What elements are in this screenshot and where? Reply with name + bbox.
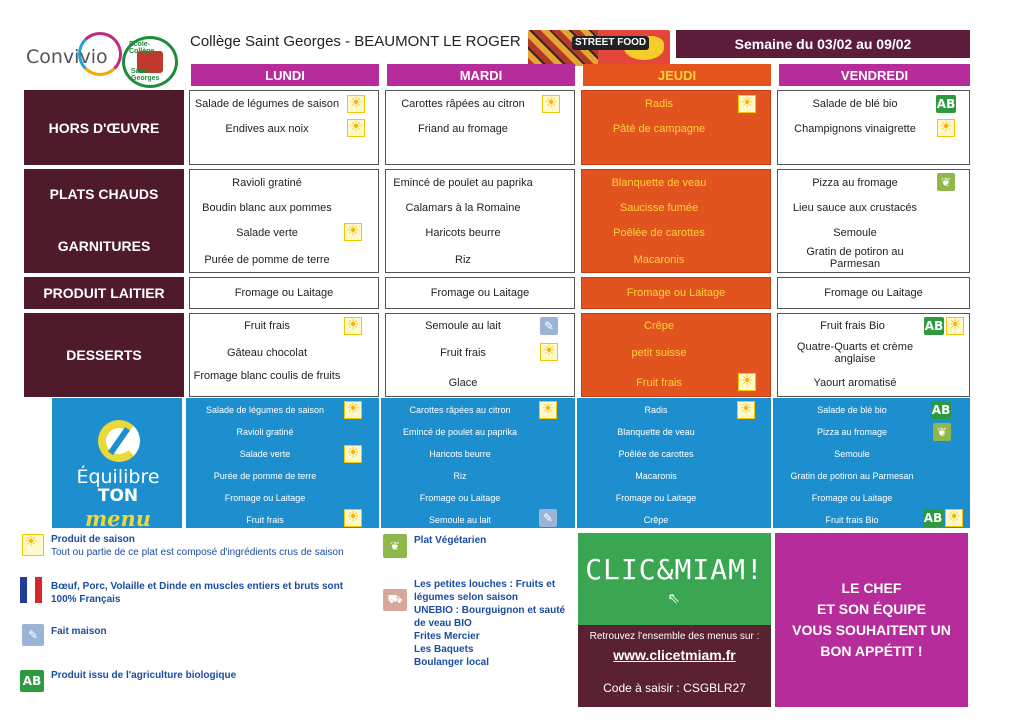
cell-mardi-hors [385,90,575,165]
list-item: Ravioli gratiné [236,427,294,437]
legend-vegetarien: Plat Végétarien [414,535,487,546]
list-item: Saucisse fumée [619,202,699,214]
list-item: Crêpe [643,515,669,525]
legend-saison-text: Tout ou partie de ce plat est composé d'ingrédients crus de saison [51,547,344,558]
sun-icon [738,373,756,391]
cell-vendredi-laitier [777,277,970,309]
clic-url-link[interactable]: www.clicetmiam.fr [613,647,736,663]
day-header-lundi: LUNDI [191,64,379,86]
list-item: Salade de blé bio [812,98,898,110]
clic-code: Code à saisir : CSGBLR27 [603,681,746,695]
whisk-icon: ✎ [540,317,558,335]
list-item: Fromage ou Laitage [626,287,726,299]
french-flag-icon [20,577,42,603]
list-item: Riz [453,471,467,481]
legend-local-line: UNEBIO : Bourguignon et sauté [414,605,566,616]
school-logo [122,36,178,88]
ab-bio-icon: AB [923,511,943,525]
list-item: Fruit frais [244,320,290,332]
list-item: Haricots beurre [425,227,501,239]
convivio-logo [20,36,110,76]
list-item: Gratin de potiron au Parmesan [806,246,904,270]
sun-icon [540,343,558,361]
list-item: Riz [455,254,471,266]
legend-france: Bœuf, Porc, Volaille et Dinde en muscles entiers et bruts sont 100% Français [51,581,344,605]
clic-miam-logo [578,533,771,625]
day-header-mardi: MARDI [387,64,575,86]
list-item: Purée de pomme de terre [213,471,317,481]
chef-line: BON APPÉTIT ! [820,643,923,659]
list-item: Pizza au fromage [816,427,888,437]
legend-local-line: de veau BIO [414,618,472,629]
list-item: Macaronis [633,254,685,266]
list-item: Salade verte [236,227,298,239]
convivio-logo-text: Convivio [26,46,108,68]
list-item: Semoule au lait [425,320,501,332]
legend-local-line: Les petites louches : Fruits et [414,579,556,590]
sun-icon [22,534,44,556]
cell-jeudi-hors [581,90,771,165]
school-title: Collège Saint Georges - BEAUMONT LE ROGER [190,33,521,50]
equilibre-line2 [66,486,170,531]
list-item: Calamars à la Romaine [405,202,521,214]
list-item: Fromage ou Laitage [419,493,501,503]
list-item: Fruit frais [440,347,486,359]
list-item: Emincé de poulet au paprika [402,427,518,437]
legend-local-line: Les Baquets [414,644,474,655]
cell-vendredi-desserts [777,313,970,397]
list-item: Glace [448,377,478,389]
sun-icon [945,509,963,527]
sun-icon [737,401,755,419]
cell-lundi-laitier [189,277,379,309]
list-item: Champignons vinaigrette [794,123,916,135]
day-header-vendredi: VENDREDI [779,64,970,86]
list-item: Salade verte [239,449,291,459]
clic-miam-logo-text: CLIC&MIAM! [585,552,764,586]
category-desserts: DESSERTS [24,313,184,397]
clic-retrouvez: Retrouvez l'ensemble des menus sur : [589,631,760,642]
category-plats-chauds: PLATS CHAUDS [49,186,159,202]
category-plats-garnitures [24,169,184,273]
list-item: Blanquette de veau [611,177,707,189]
equilibre-vendredi [773,398,970,528]
cell-lundi-chauds [189,169,379,273]
sun-icon [344,401,362,419]
list-item: Pizza au fromage [812,177,898,189]
list-item: Yaourt aromatisé [813,377,897,389]
day-header-jeudi: JEUDI [583,64,771,86]
list-item: Fromage ou Laitage [234,287,334,299]
cell-jeudi-desserts [581,313,771,397]
list-item: Salade de blé bio [817,405,887,415]
list-item: Poêlée de carottes [618,449,694,459]
list-item: Fruit frais Bio [825,515,879,525]
whisk-icon: ✎ [539,509,557,527]
list-item: Radis [644,98,674,110]
category-hors-doeuvre: HORS D'ŒUVRE [24,90,184,165]
list-item: Fromage ou Laitage [430,287,530,299]
sun-icon [344,509,362,527]
sun-icon [347,119,365,137]
chef-line: ET SON ÉQUIPE [817,601,926,617]
sun-icon [347,95,365,113]
legend-local-line: Boulanger local [414,657,490,668]
list-item: Semoule au lait [428,515,492,525]
ab-bio-icon: AB [936,97,956,111]
equilibre-menu: menu [84,506,152,531]
list-item: Fromage blanc coulis de fruits [193,370,341,382]
list-item: Purée de pomme de terre [204,254,330,266]
list-item: Salade de légumes de saison [194,98,340,110]
tractor-icon: ⛟ [383,589,407,611]
ab-bio-icon: AB [20,670,44,692]
list-item: Macaronis [635,471,677,481]
cell-lundi-desserts [189,313,379,397]
legend-local-line: Frites Mercier [414,631,480,642]
list-item: Blanquette de veau [617,427,695,437]
list-item: Fruit frais [246,515,284,525]
ab-bio-icon: AB [924,319,944,333]
list-item: Endives aux noix [225,123,309,135]
list-item: Lieu sauce aux crustacés [792,202,918,214]
equilibre-lundi [186,398,379,528]
legend-saison-title: Produit de saison [51,534,135,545]
list-item: Fromage ou Laitage [224,493,306,503]
chef-message [775,533,968,707]
list-item: Semoule [834,449,870,459]
equilibre-ton: TON [97,486,139,506]
cell-jeudi-laitier [581,277,771,309]
sun-icon [344,445,362,463]
cell-vendredi-chauds [777,169,970,273]
list-item: Emincé de poulet au paprika [393,177,533,189]
sun-icon [344,223,362,241]
vegetarian-leaf-icon: ❦ [937,173,955,191]
sun-icon [937,119,955,137]
cell-lundi-hors [189,90,379,165]
list-item: Boudin blanc aux pommes [202,202,332,214]
list-item: Gâteau chocolat [226,347,308,359]
list-item: Haricots beurre [429,449,491,459]
category-produit-laitier: PRODUIT LAITIER [24,277,184,309]
sun-icon [344,317,362,335]
list-item: Fruit frais [636,377,682,389]
list-item: Gratin de potiron au Parmesan [790,471,914,481]
week-banner: Semaine du 03/02 au 09/02 [676,30,970,58]
list-item: Fruit frais Bio [820,320,885,332]
vegetarian-leaf-icon: ❦ [933,423,951,441]
list-item: Carottes râpées au citron [401,98,525,110]
list-item: Quatre-Quarts et crème anglaise [796,341,914,365]
sun-icon [539,401,557,419]
sun-icon [542,95,560,113]
school-logo-top-text: Ecole-Collège [129,41,155,55]
legend-bio: Produit issu de l'agriculture biologique [51,670,237,681]
list-item: Friand au fromage [418,123,508,135]
list-item: Radis [644,405,668,415]
cell-jeudi-chauds [581,169,771,273]
street-food-label: STREET FOOD [572,36,649,50]
whisk-icon: ✎ [22,624,44,646]
list-item: Pâté de campagne [612,123,706,135]
list-item: petit suisse [631,347,687,359]
list-item: Crêpe [644,320,674,332]
cell-mardi-laitier [385,277,575,309]
list-item: Ravioli gratiné [232,177,302,189]
cell-mardi-chauds [385,169,575,273]
chef-line: LE CHEF [841,580,902,596]
list-item: Semoule [833,227,877,239]
street-food-banner [528,30,670,66]
list-item: Carottes râpées au citron [409,405,511,415]
list-item: Fromage ou Laitage [811,493,893,503]
category-garnitures: GARNITURES [57,238,151,254]
list-item: Fromage ou Laitage [824,287,923,299]
equilibre-jeudi [577,398,771,528]
equilibre-line1: Équilibre [76,466,160,488]
cell-vendredi-hors [777,90,970,165]
legend-local-line: légumes selon saison [414,592,518,603]
list-item: Fromage ou Laitage [615,493,697,503]
legend-fait-maison: Fait maison [51,626,107,637]
cell-mardi-desserts [385,313,575,397]
ab-bio-icon: AB [931,403,951,417]
chef-line: VOUS SOUHAITENT UN [792,622,951,638]
sun-icon [738,95,756,113]
cursor-icon: ⇖ [667,583,682,608]
vegetarian-leaf-icon: ❦ [383,534,407,558]
school-logo-bottom-text: Saint-Georges [131,68,160,82]
list-item: Salade de légumes de saison [205,405,325,415]
equilibre-mardi [381,398,575,528]
list-item: Poêlée de carottes [613,227,705,239]
sun-icon [946,317,964,335]
legend-local-producers [414,578,574,669]
